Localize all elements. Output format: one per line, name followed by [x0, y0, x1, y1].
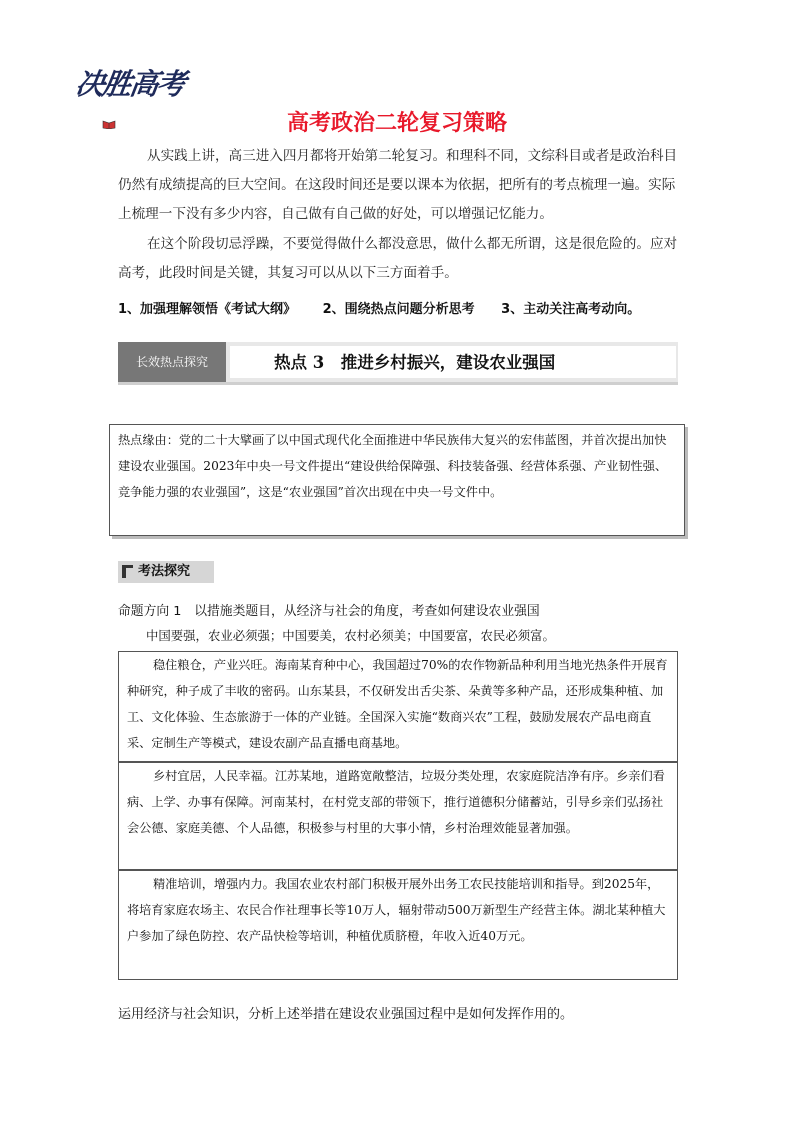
section-label: 考法探究 [138, 564, 191, 579]
strategy-item: 3、主动关注高考动向。 [501, 302, 641, 317]
intro-paragraph-2: 在这个阶段切忌浮躁，不要觉得做什么都没意思，做什么都无所谓，这是很危险的。应对高考，此段时间是关键，其复习可以从以下三方面着手。 [118, 236, 678, 281]
strategy-item: 1、加强理解领悟《考试大纲》 [118, 302, 297, 317]
hotspot-banner [118, 342, 678, 385]
banner-title: 热点 3 推进乡村振兴，建设农业强国 [274, 353, 556, 372]
motto-line: 中国要强，农业必须强；中国要美，农村必须美；中国要富，农民必须富。 [146, 628, 555, 643]
section-marker-icon [122, 565, 133, 578]
intro-paragraph-1: 从实践上讲，高三进入四月都将开始第二轮复习。和理科不同，文综科目或者是政治科目仍然有成绩提高的巨大空间。在这段时间还是要以课本为依据，把所有的考点梳理一遍。实际上梳理一下没有多少内容，自己做有自己做的好处，可以增强记忆能力。 [118, 148, 678, 222]
logo-text: 决胜高考 [73, 67, 187, 101]
strategy-list [118, 298, 662, 317]
material-box: 乡村宜居，人民幸福。江苏某地，道路宽敞整洁，垃圾分类处理，农家庭院洁净有序。乡亲们看病、上学、办事有保障。河南某村，在村党支部的带领下，推行道德积分储蓄站，引导乡亲们弘扬社会公德、家庭美德、个人品德，积极参与村里的大事小情，乡村治理效能显著加强。 [118, 762, 678, 870]
topic-line: 命题方向 1 以措施类题目，从经济与社会的角度，考查如何建设农业强国 [118, 604, 540, 619]
page-title: 高考政治二轮复习策略 [286, 111, 507, 136]
question-text: 运用经济与社会知识，分析上述举措在建设农业强国过程中是如何发挥作用的。 [118, 1007, 574, 1022]
section-heading [118, 561, 214, 583]
hotspot-origin-box: 热点缘由：党的二十大擘画了以中国式现代化全面推进中华民族伟大复兴的宏伟蓝图，并首次提出加快建设农业强国。2023年中央一号文件提出“建设供给保障强、科技装备强、经营体系强、产业韧性强、竞争能力强的农业强国”，这是“农业强国”首次出现在中央一号文件中。 [109, 424, 685, 536]
banner-tag: 长效热点探究 [118, 342, 226, 382]
strategy-item: 2、围绕热点问题分析思考 [322, 302, 475, 317]
material-box: 精准培训，增强内力。我国农业农村部门积极开展外出务工农民技能培训和指导。到2025年，将培育家庭农场主、农民合作社理事长等10万人，辐射带动500万新型生产经营主体。湖北某种植大户参加了绿色防控、农产品快检等培训，种植优质脐橙，年收入近40万元。 [118, 870, 678, 980]
material-box: 稳住粮仓，产业兴旺。海南某育种中心，我国超过70%的农作物新品种利用当地光热条件开展育种研究，种子成了丰收的密码。山东某县，不仅研发出舌尖茶、朵黄等多种产品，还形成集种植、加工、文化体验、生态旅游于一体的产业链。全国深入实施“数商兴农”工程，鼓励发展农产品电商直采、定制生产等模式，建设农副产品直播电商基地。 [118, 651, 678, 762]
